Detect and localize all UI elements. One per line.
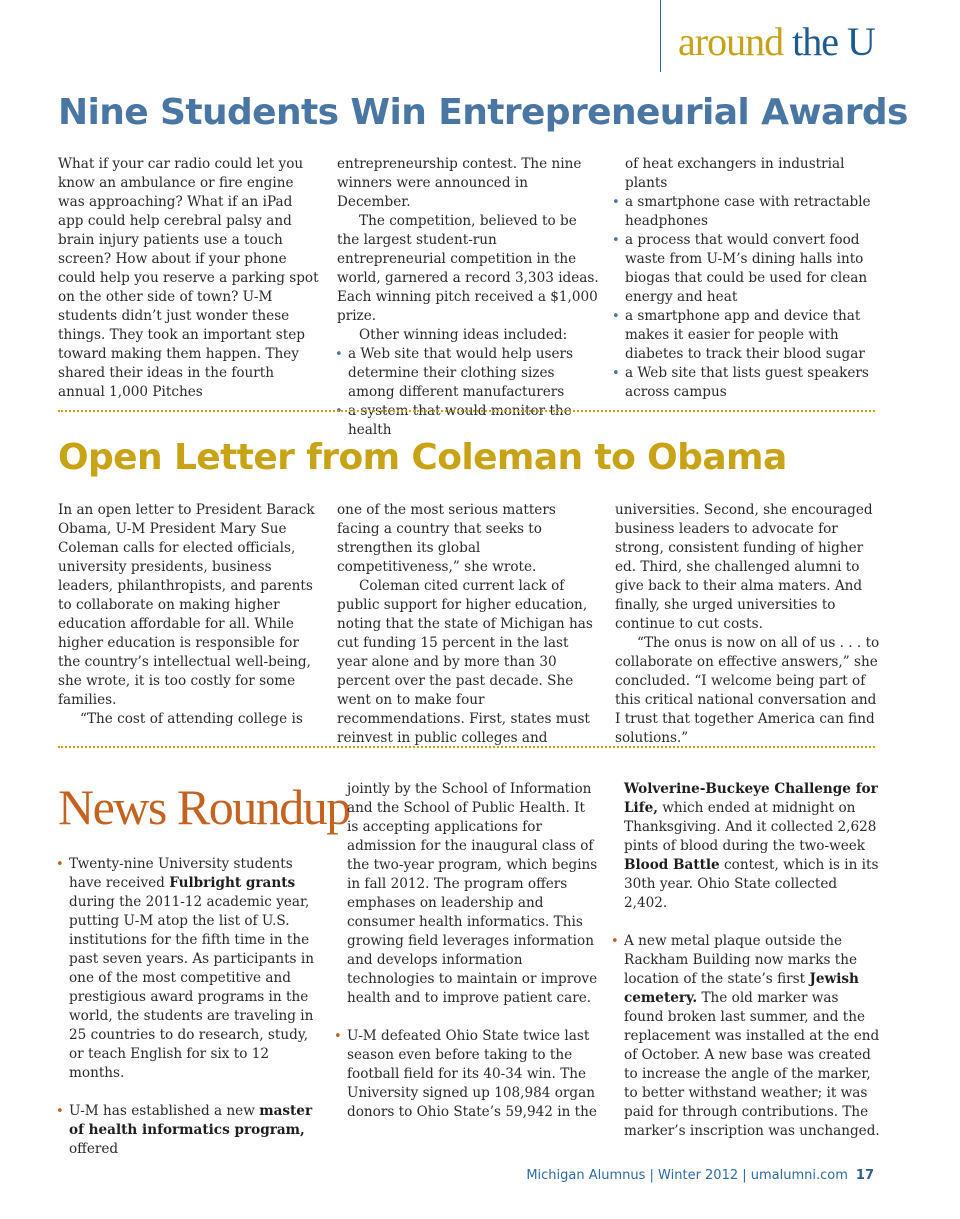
article2-col2 (337, 501, 599, 748)
header-divider (660, 0, 661, 72)
list-item: • a process that would convert food waste from U-M’s dining halls into biogas that could be used for clean energy and heat (614, 231, 876, 307)
article2-col2-text2: Coleman cited current lack of public support for higher education, noting that the state of Michigan has cut funding 15 percent in the last year alone and by more than 30 percent over the past decade. She went on to make four recommendations. First, states must reinvest in public colleges and (337, 578, 593, 746)
list-item: • a Web site that would help users determine their clothing sizes among different manufacturers (337, 345, 599, 402)
news-item-ohio-state: • U-M defeated Ohio State twice last season even before taking to the football field for its 40-34 win. The University signed up 108,984 organ donors to Ohio State’s 59,942 in the (336, 1027, 598, 1122)
news-col1-items (58, 855, 322, 1159)
footer-text: Michigan Alumnus | Winter 2012 | umalumni.com (526, 1168, 848, 1183)
article1-col2-text2: The competition, believed to be the largest student-run entrepreneurial competition in the world, garnered a record 3,303 ideas. Each winning pitch received a $1,000 prize. (337, 213, 599, 324)
article2-title: Open Letter from Coleman to Obama (58, 437, 787, 478)
article1-col1 (58, 155, 320, 402)
article2-col1-text1: In an open letter to President Barack Obama, U-M President Mary Sue Coleman calls for elected officials, university presidents, business leaders, philanthropists, and parents to collaborate on making higher education affordable for all. While higher education is responsible for the country’s intellectual well-being, she wrote, it is too costly for some families. (58, 502, 315, 708)
article2-col3-text1: universities. Second, she encouraged business leaders to advocate for strong, consistent funding of higher ed. Third, she challenged alumni to give back to their alma maters. And finally, she urged universities to continue to cut costs. (615, 502, 873, 632)
section-tag (678, 18, 875, 65)
list-item: • a smartphone app and device that makes it easier for people with diabetes to track their blood sugar (614, 307, 876, 364)
article1-col2-text3: Other winning ideas included: (359, 327, 568, 343)
article1-col3 (614, 155, 876, 402)
page-number: 17 (855, 1168, 874, 1183)
article1-col3-cont: of heat exchangers in industrial plants (625, 156, 845, 191)
news-col1 (58, 855, 322, 1178)
article1-col1-text: What if your car radio could let you know an ambulance or fire engine was approaching? What if an iPad app could help cerebral palsy and brain injury patients use a touch screen? How about if your phone could help you reserve a parking spot on the other side of town? U-M students didn’t just wonder these things. They took an important step toward making them happen. They shared their ideas in the fourth annual 1,000 Pitches (58, 156, 319, 400)
news-col3 (613, 780, 881, 1160)
article1-col2-bullets (337, 345, 599, 440)
article1-title: Nine Students Win Entrepreneurial Awards (58, 92, 908, 133)
section-tag-the-u: the U (792, 19, 875, 64)
section-divider (58, 410, 875, 412)
article1-col2 (337, 155, 599, 440)
news-item-jewish-cemetery: • A new metal plaque outside the Rackham Building now marks the location of the state’s first Jewish cemetery. The old marker was found broken last summer, and the replacement was installed at the end of October. A new base was created to increase the angle of the marker, to better withstand weather; it was paid for through contributions. The marker’s inscription was unchanged. (613, 932, 881, 1141)
article2-col3-text2: “The onus is now on all of us . . . to collaborate on effective answers,” she concluded. “I welcome being part of this critical national conversation and I trust that together America can find solutions.” (615, 635, 880, 746)
news-col2 (336, 780, 598, 1141)
news-title: News Roundup (58, 779, 350, 835)
list-item: • a system that would monitor the health (337, 402, 599, 440)
news-col2-cont: jointly by the School of Information and the School of Public Health. It is accepting applications for admission for the inaugural class of the two-year program, which begins in fall 2012. The program offers emphases on leadership and consumer health informatics. This growing field leverages information and develops information technologies to maintain or improve health and to improve patient care. (347, 781, 598, 1006)
news-item-fulbright: • Twenty-nine University students have received Fulbright grants during the 2011-12 academic year, putting U-M atop the list of U.S. institutions for the fifth time in the past seven years. As participants in one of the most competitive and prestigious award programs in the world, the students are traveling in 25 countries to do research, study, or teach English for six to 12 months. (58, 855, 322, 1083)
article2-col1 (58, 501, 320, 729)
news-item-informatics: • U-M has established a new master of health informatics program, offered (58, 1102, 322, 1159)
section-tag-around: around (678, 19, 784, 64)
article2-col2-text1: one of the most serious matters facing a country that seeks to strengthen its global competitiveness,” she wrote. (337, 502, 556, 575)
news-col3-items (613, 932, 881, 1141)
article2-col3 (615, 501, 881, 748)
article1-col2-text1: entrepreneurship contest. The nine winners were announced in December. (337, 156, 582, 210)
news-col2-items (336, 1027, 598, 1122)
article1-col3-bullets (614, 193, 876, 402)
section-divider (58, 746, 875, 748)
page-footer (526, 1168, 874, 1183)
list-item: • a smartphone case with retractable headphones (614, 193, 876, 231)
article2-col1-text2: “The cost of attending college is (80, 711, 303, 727)
news-col3-cont: Wolverine-Buckeye Challenge for Life, which ended at midnight on Thanksgiving. And it collected 2,628 pints of blood during the two-week Blood Battle contest, which is in its 30th year. Ohio State collected 2,402. (624, 781, 879, 911)
list-item: • a Web site that lists guest speakers across campus (614, 364, 876, 402)
